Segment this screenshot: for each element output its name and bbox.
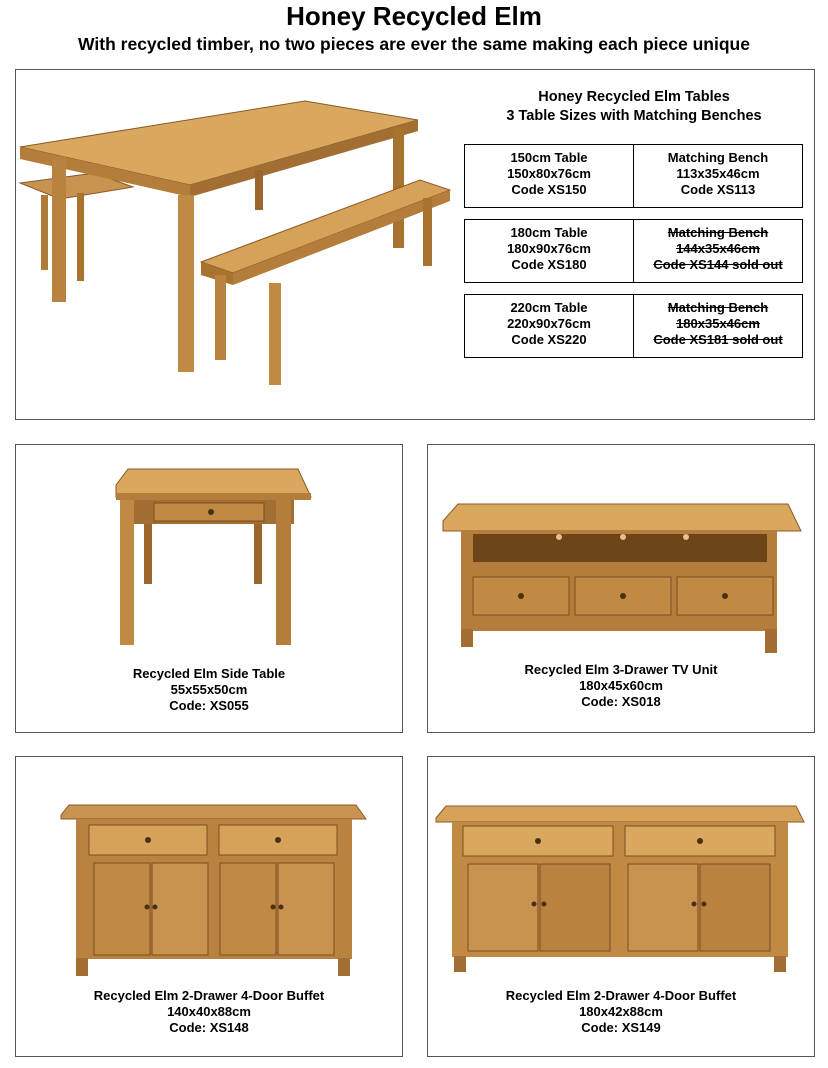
product-dims: 140x40x88cm [167,1004,251,1019]
table-code: Code XS180 [511,257,587,272]
bench-name: Matching Bench [667,225,769,240]
page-title: Honey Recycled Elm [286,1,542,31]
product-code: Code: XS055 [169,698,249,713]
bench-code: Code XS113 [680,182,756,197]
product-dims: 180x42x88cm [579,1004,663,1019]
tables-heading-line2: 3 Table Sizes with Matching Benches [506,108,762,124]
product-name: Recycled Elm Side Table [132,666,286,681]
table-cell [465,220,633,282]
bench-name: Matching Bench [667,300,769,315]
table-name: 180cm Table [510,225,588,240]
table-dims: 150x80x76cm [507,166,591,181]
buffet-180-caption [428,988,814,1036]
product-dims: 180x45x60cm [579,678,663,693]
bench-code: Code XS181 sold out [653,332,783,347]
product-code: Code: XS149 [581,1020,661,1035]
bench-dims: 113x35x46cm [676,166,760,181]
product-code: Code: XS148 [169,1020,249,1035]
table-cell [465,295,633,357]
buffet-140-caption [16,988,402,1036]
buffet-180-image [436,804,806,974]
bench-name: Matching Bench [667,150,769,165]
product-name: Recycled Elm 2-Drawer 4-Door Buffet [505,988,737,1003]
size-row-180 [464,219,803,283]
dining-table-and-bench-image [15,95,455,395]
tv-unit-image [443,501,803,656]
buffet-140-image [61,803,366,978]
bench-code: Code XS144 sold out [653,257,783,272]
table-dims: 180x90x76cm [507,241,591,256]
bench-dims: 180x35x46cm [676,316,760,331]
size-row-150 [464,144,803,208]
side-table-caption [16,666,402,714]
bench-cell-sold-out [633,295,802,357]
table-dims: 220x90x76cm [507,316,591,331]
bench-cell-sold-out [633,220,802,282]
table-cell [465,145,633,207]
table-name: 150cm Table [510,150,588,165]
product-card-buffet-140 [15,756,403,1057]
product-card-buffet-180 [427,756,815,1057]
bench-dims: 144x35x46cm [676,241,760,256]
table-name: 220cm Table [510,300,588,315]
page-subtitle: With recycled timber, no two pieces are ever the same making each piece unique [78,34,750,54]
side-table-image [106,465,316,655]
product-card-tv-unit [427,444,815,733]
product-dims: 55x55x50cm [170,682,248,697]
table-code: Code XS150 [511,182,587,197]
bench-cell [633,145,802,207]
tables-heading [465,88,803,126]
product-name: Recycled Elm 2-Drawer 4-Door Buffet [93,988,325,1003]
product-name: Recycled Elm 3-Drawer TV Unit [524,662,718,677]
size-row-220 [464,294,803,358]
tv-unit-caption [428,662,814,710]
product-card-side-table [15,444,403,733]
tables-heading-line1: Honey Recycled Elm Tables [538,89,730,105]
table-code: Code XS220 [511,332,587,347]
product-code: Code: XS018 [581,694,661,709]
